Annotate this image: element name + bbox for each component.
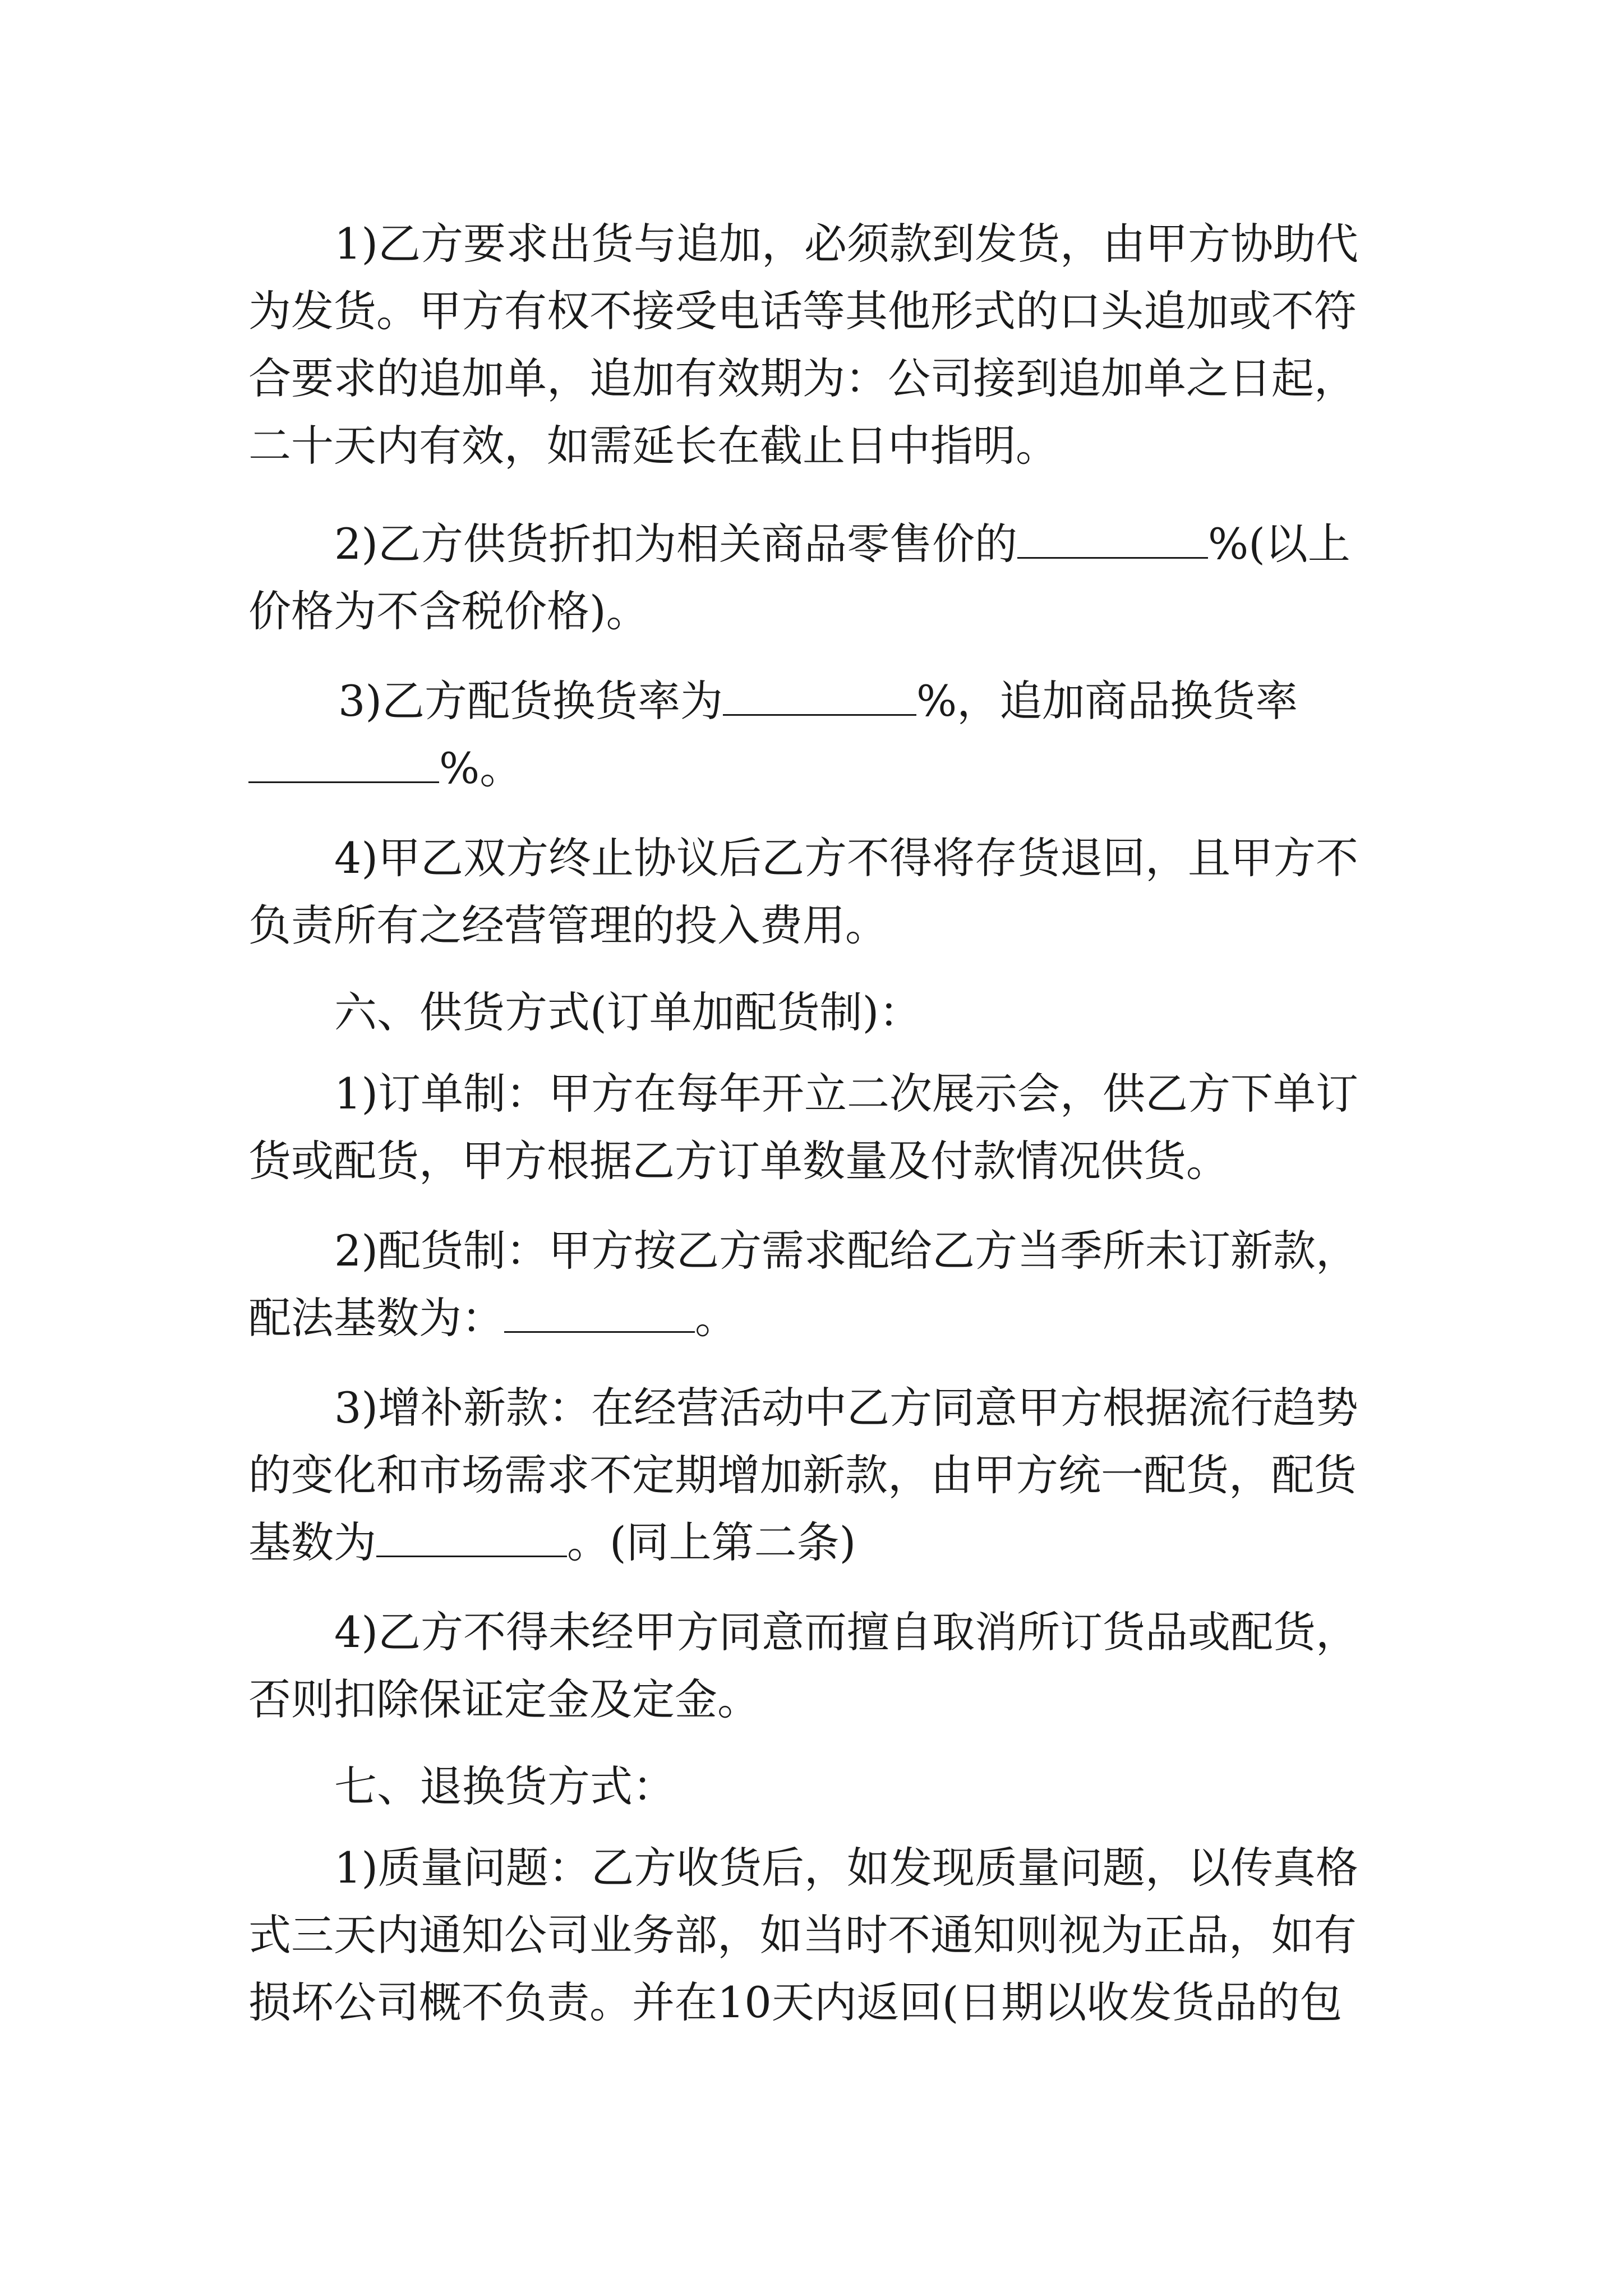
section-heading: 七、退换货方式：	[334, 1761, 675, 1811]
text-line	[248, 1512, 1381, 1573]
clause-text: 。	[695, 1293, 737, 1343]
fill-in-blank	[376, 1516, 567, 1557]
text-line: 2)配货制：甲方按乙方需求配给乙方当季所未订新款，	[334, 1226, 1359, 1276]
fill-in-blank	[504, 1292, 695, 1333]
text-line: 1)订单制：甲方在每年开立二次展示会，供乙方下单订	[334, 1069, 1359, 1119]
fill-in-blank	[1017, 518, 1208, 559]
text-line: 二十天内有效，如需延长在截止日中指明。	[248, 421, 1058, 471]
clause-text: %。	[439, 743, 523, 793]
text-line	[334, 513, 1383, 575]
clause-text: 。(同上第二条)	[567, 1517, 856, 1567]
clause-text: 3)乙方配货换货率为	[338, 676, 723, 726]
text-line: 1)乙方要求出货与追加，必须款到发货，由甲方协助代	[334, 219, 1359, 269]
text-line: 3)增补新款：在经营活动中乙方同意甲方根据流行趋势	[334, 1383, 1359, 1433]
fill-in-blank	[723, 675, 916, 716]
text-line: 4)甲乙双方终止协议后乙方不得将存货退回，且甲方不	[334, 833, 1359, 883]
clause-text: 基数为	[248, 1517, 376, 1567]
text-line: 损坏公司概不负责。并在10天内返回(日期以收发货品的包	[248, 1977, 1343, 2027]
text-line: 价格为不含税价格)。	[248, 586, 649, 636]
text-line: 式三天内通知公司业务部，如当时不通知则视为正品，如有	[248, 1910, 1357, 1960]
fill-in-blank	[248, 742, 439, 783]
text-line: 为发货。甲方有权不接受电话等其他形式的口头追加或不符	[248, 286, 1357, 336]
text-line: 的变化和市场需求不定期增加新款，由甲方统一配货，配货	[248, 1450, 1357, 1500]
text-line: 4)乙方不得未经甲方同意而擅自取消所订货品或配货，	[334, 1607, 1359, 1657]
text-line: 1)质量问题：乙方收货后，如发现质量问题，以传真格	[334, 1843, 1359, 1893]
text-line: 合要求的追加单，追加有效期为：公司接到追加单之日起，	[248, 353, 1357, 403]
text-line: 货或配货，甲方根据乙方订单数量及付款情况供货。	[248, 1136, 1229, 1186]
clause-text: %，追加商品换货率	[916, 676, 1298, 726]
section-heading: 六、供货方式(订单加配货制)：	[334, 987, 922, 1037]
clause-text: %(以上	[1208, 519, 1350, 569]
clause-text: 配法基数为：	[248, 1293, 504, 1343]
text-line	[338, 670, 1381, 732]
text-line: 否则扣除保证定金及定金。	[248, 1674, 760, 1724]
text-line	[248, 738, 1381, 799]
text-line	[248, 1287, 1381, 1349]
text-line: 负责所有之经营管理的投入费用。	[248, 900, 888, 950]
clause-text: 2)乙方供货折扣为相关商品零售价的	[334, 519, 1018, 569]
